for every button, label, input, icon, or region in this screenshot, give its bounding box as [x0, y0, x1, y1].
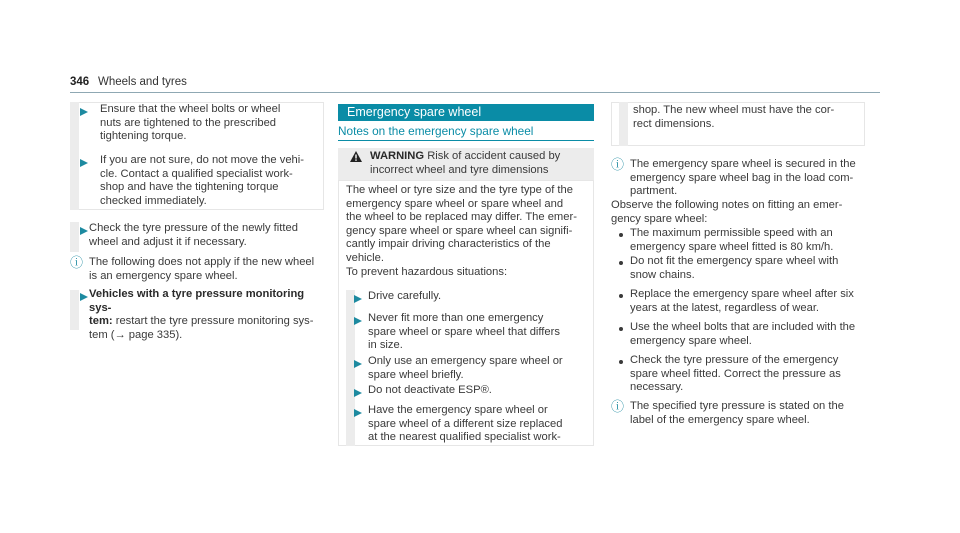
play-arrow-icon	[80, 108, 88, 116]
bullet-dot	[619, 360, 623, 364]
subsection-rule	[338, 140, 594, 141]
step-side-bar	[70, 290, 79, 330]
box-side-bar	[70, 102, 79, 210]
play-arrow-icon	[80, 227, 88, 235]
play-arrow-icon	[354, 317, 362, 325]
prevent-item: Only use an emergency spare wheel or spare wheel briefly.	[368, 355, 563, 381]
info-icon: ⓘ	[70, 255, 84, 270]
info-icon: ⓘ	[611, 157, 625, 172]
play-arrow-icon	[354, 295, 362, 303]
spare-note: Replace the emergency spare wheel after six years at the latest, regardless of wear.	[630, 288, 854, 314]
spare-note: The maximum permissible speed with an emergency spare wheel fitted is 80 km/h.	[630, 227, 834, 253]
box-bullet-2: If you are not sure, do not move the vehi- cle. Contact a qualified specialist work- shop and have the tightening torque checked immediately.	[100, 154, 304, 207]
warning-title: WARNING Risk of accident caused by incorrect wheel and tyre dimensions	[370, 150, 561, 176]
play-arrow-icon	[354, 389, 362, 397]
play-arrow-icon	[354, 360, 362, 368]
prevent-item: Do not deactivate ESP®.	[368, 384, 492, 396]
prevent-intro: To prevent hazardous situations:	[346, 266, 508, 278]
header-rule	[70, 92, 880, 93]
page-number: 346	[70, 76, 90, 88]
box-bullet-1: Ensure that the wheel bolts or wheel nuts are tightened to the prescribed tightening torque.	[100, 103, 281, 143]
continuation-text: shop. The new wheel must have the cor- rect dimensions.	[633, 104, 835, 130]
step-side-bar	[619, 102, 628, 146]
play-arrow-icon	[80, 159, 88, 167]
warning-triangle-icon	[350, 151, 362, 162]
bullet-dot	[619, 233, 623, 237]
tpms-step: Vehicles with a tyre pressure monitoring sys- tem: restart the tyre pressure monitoring sys- tem (→ page 335).	[89, 288, 314, 341]
info-icon: ⓘ	[611, 399, 625, 414]
section-title: Wheels and tyres	[98, 76, 187, 88]
play-arrow-icon	[354, 409, 362, 417]
warning-body: The wheel or tyre size and the tyre type of the emergency spare wheel or spare wheel and the wheel to be replaced may differ. The emer- gency spare wheel or spare wheel can signifi- cantly impair driving characteristics of the vehicle.	[346, 184, 577, 264]
observe-intro: Observe the following notes on fitting an emer- gency spare wheel:	[611, 199, 843, 225]
bullet-dot	[619, 327, 623, 331]
play-arrow-icon	[80, 293, 88, 301]
bullet-dot	[619, 294, 623, 298]
spare-note: Do not fit the emergency spare wheel with snow chains.	[630, 255, 839, 281]
spare-note: Use the wheel bolts that are included with the emergency spare wheel.	[630, 321, 856, 347]
prevent-item: Have the emergency spare wheel or spare wheel of a different size replaced at the nearest qualified specialist work-	[368, 404, 563, 444]
check-pressure-step: Check the tyre pressure of the newly fitted wheel and adjust it if necessary.	[89, 222, 298, 248]
info-note-bag: The emergency spare wheel is secured in the emergency spare wheel bag in the load com- partment.	[630, 158, 856, 198]
step-side-bar	[346, 290, 355, 446]
bullet-dot	[619, 261, 623, 265]
section-heading: Emergency spare wheel	[338, 104, 594, 121]
info-note-spare: The following does not apply if the new wheel is an emergency spare wheel.	[89, 256, 315, 282]
spare-note: Check the tyre pressure of the emergency spare wheel fitted. Correct the pressure as necessary.	[630, 354, 841, 394]
subsection-heading: Notes on the emergency spare wheel	[338, 124, 534, 138]
prevent-item: Drive carefully.	[368, 290, 442, 302]
info-note-label: The specified tyre pressure is stated on the label of the emergency spare wheel.	[630, 400, 844, 426]
prevent-item: Never fit more than one emergency spare wheel or spare wheel that differs in size.	[368, 312, 560, 352]
step-side-bar	[70, 222, 79, 252]
